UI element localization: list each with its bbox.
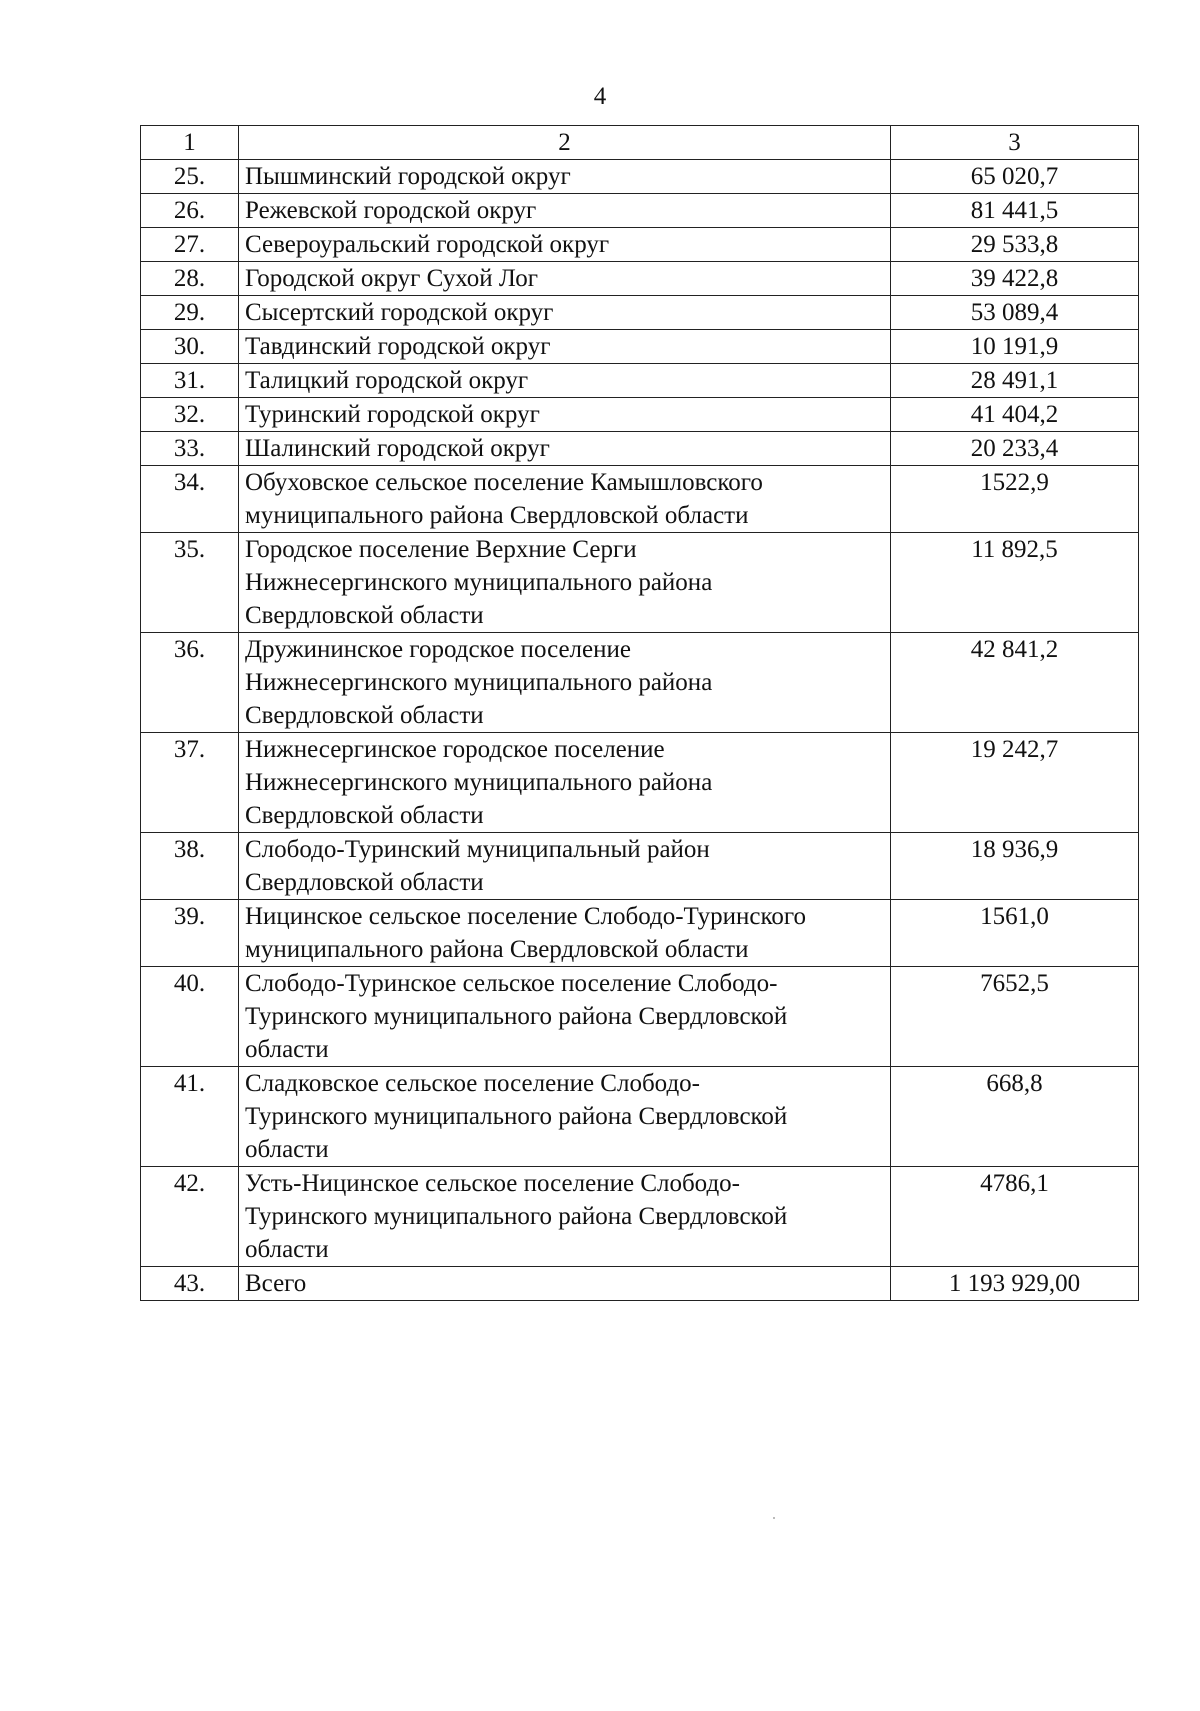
municipality-name-line: Слободо-Туринское сельское поселение Слободо- xyxy=(245,970,778,997)
row-number: 28. xyxy=(141,262,239,296)
amount-value: 4786,1 xyxy=(891,1167,1139,1267)
table-row xyxy=(141,296,1139,330)
municipality-name-line: Нижнесергинское городское поселение xyxy=(245,736,665,763)
municipality-name-line: Сладковское сельское поселение Слободо- xyxy=(245,1070,700,1097)
scan-artifact xyxy=(773,1517,775,1519)
municipality-name-line: Усть-Ницинское сельское поселение Слободо- xyxy=(245,1170,741,1197)
row-number: 39. xyxy=(141,900,239,967)
amount-value: 7652,5 xyxy=(891,967,1139,1067)
municipality-name-line: Обуховское сельское поселение Камышловского xyxy=(245,469,763,496)
table-header-row xyxy=(141,126,1139,160)
allocation-table xyxy=(140,125,1139,1301)
municipality-name-line: Свердловской области xyxy=(245,602,484,629)
municipality-name: Талицкий городской округ xyxy=(239,364,891,398)
row-number: 25. xyxy=(141,160,239,194)
amount-value: 20 233,4 xyxy=(891,432,1139,466)
table-row xyxy=(141,533,1139,633)
municipality-name xyxy=(239,633,891,733)
table-row xyxy=(141,733,1139,833)
municipality-name: Шалинский городской округ xyxy=(239,432,891,466)
page-number: 4 xyxy=(593,83,607,110)
table-row xyxy=(141,1167,1139,1267)
municipality-name: Североуральский городской округ xyxy=(239,228,891,262)
municipality-name-line: области xyxy=(245,1036,329,1063)
row-number: 34. xyxy=(141,466,239,533)
municipality-name-line: Туринского муниципального района Свердловской xyxy=(245,1003,788,1030)
row-number: 37. xyxy=(141,733,239,833)
municipality-name: Городской округ Сухой Лог xyxy=(239,262,891,296)
table-row xyxy=(141,900,1139,967)
row-number: 29. xyxy=(141,296,239,330)
table-body xyxy=(141,126,1139,1301)
amount-value: 1561,0 xyxy=(891,900,1139,967)
municipality-name-line: Дружининское городское поселение xyxy=(245,636,631,663)
municipality-name-line: Нижнесергинского муниципального района xyxy=(245,569,713,596)
municipality-name-line: муниципального района Свердловской области xyxy=(245,502,749,529)
header-cell-number: 1 xyxy=(141,126,239,160)
header-cell-name: 2 xyxy=(239,126,891,160)
municipality-name xyxy=(239,967,891,1067)
municipality-name-line: Городское поселение Верхние Серги xyxy=(245,536,637,563)
amount-value: 39 422,8 xyxy=(891,262,1139,296)
municipality-name xyxy=(239,900,891,967)
municipality-name-line: Туринского муниципального района Свердловской xyxy=(245,1203,788,1230)
municipality-name-line: области xyxy=(245,1236,329,1263)
header-cell-value: 3 xyxy=(891,126,1139,160)
table-row xyxy=(141,466,1139,533)
amount-value: 19 242,7 xyxy=(891,733,1139,833)
row-number: 32. xyxy=(141,398,239,432)
municipality-name: Сысертский городской округ xyxy=(239,296,891,330)
amount-value: 1 193 929,00 xyxy=(891,1267,1139,1301)
amount-value: 18 936,9 xyxy=(891,833,1139,900)
row-number: 40. xyxy=(141,967,239,1067)
municipality-name: Всего xyxy=(239,1267,891,1301)
amount-value: 28 491,1 xyxy=(891,364,1139,398)
row-number: 27. xyxy=(141,228,239,262)
municipality-name-line: Нижнесергинского муниципального района xyxy=(245,769,713,796)
table-row xyxy=(141,1267,1139,1301)
table-row xyxy=(141,432,1139,466)
amount-value: 41 404,2 xyxy=(891,398,1139,432)
amount-value: 11 892,5 xyxy=(891,533,1139,633)
row-number: 33. xyxy=(141,432,239,466)
municipality-name xyxy=(239,833,891,900)
municipality-name xyxy=(239,733,891,833)
row-number: 38. xyxy=(141,833,239,900)
amount-value: 668,8 xyxy=(891,1067,1139,1167)
table-row xyxy=(141,967,1139,1067)
municipality-name-line: Туринского муниципального района Свердловской xyxy=(245,1103,788,1130)
table-row xyxy=(141,330,1139,364)
municipality-name-line: Свердловской области xyxy=(245,802,484,829)
table-row xyxy=(141,833,1139,900)
table-row xyxy=(141,262,1139,296)
table-row xyxy=(141,228,1139,262)
amount-value: 10 191,9 xyxy=(891,330,1139,364)
municipality-name-line: Ницинское сельское поселение Слободо-Туринского xyxy=(245,903,806,930)
municipality-name-line: Свердловской области xyxy=(245,869,484,896)
municipality-name-line: Слободо-Туринский муниципальный район xyxy=(245,836,710,863)
table-row xyxy=(141,160,1139,194)
municipality-name-line: области xyxy=(245,1136,329,1163)
municipality-name-line: Свердловской области xyxy=(245,702,484,729)
row-number: 26. xyxy=(141,194,239,228)
amount-value: 42 841,2 xyxy=(891,633,1139,733)
row-number: 42. xyxy=(141,1167,239,1267)
municipality-name: Тавдинский городской округ xyxy=(239,330,891,364)
table-row xyxy=(141,194,1139,228)
municipality-name: Туринский городской округ xyxy=(239,398,891,432)
table-row xyxy=(141,633,1139,733)
table-row xyxy=(141,364,1139,398)
municipality-name xyxy=(239,1067,891,1167)
row-number: 41. xyxy=(141,1067,239,1167)
row-number: 30. xyxy=(141,330,239,364)
row-number: 31. xyxy=(141,364,239,398)
amount-value: 53 089,4 xyxy=(891,296,1139,330)
municipality-name xyxy=(239,1167,891,1267)
municipality-name-line: муниципального района Свердловской области xyxy=(245,936,749,963)
row-number: 43. xyxy=(141,1267,239,1301)
municipality-name: Пышминский городской округ xyxy=(239,160,891,194)
amount-value: 29 533,8 xyxy=(891,228,1139,262)
amount-value: 1522,9 xyxy=(891,466,1139,533)
row-number: 36. xyxy=(141,633,239,733)
table-row xyxy=(141,1067,1139,1167)
municipality-name xyxy=(239,533,891,633)
municipality-name-line: Нижнесергинского муниципального района xyxy=(245,669,713,696)
table-row xyxy=(141,398,1139,432)
municipality-name xyxy=(239,466,891,533)
row-number: 35. xyxy=(141,533,239,633)
municipality-name: Режевской городской округ xyxy=(239,194,891,228)
amount-value: 65 020,7 xyxy=(891,160,1139,194)
amount-value: 81 441,5 xyxy=(891,194,1139,228)
